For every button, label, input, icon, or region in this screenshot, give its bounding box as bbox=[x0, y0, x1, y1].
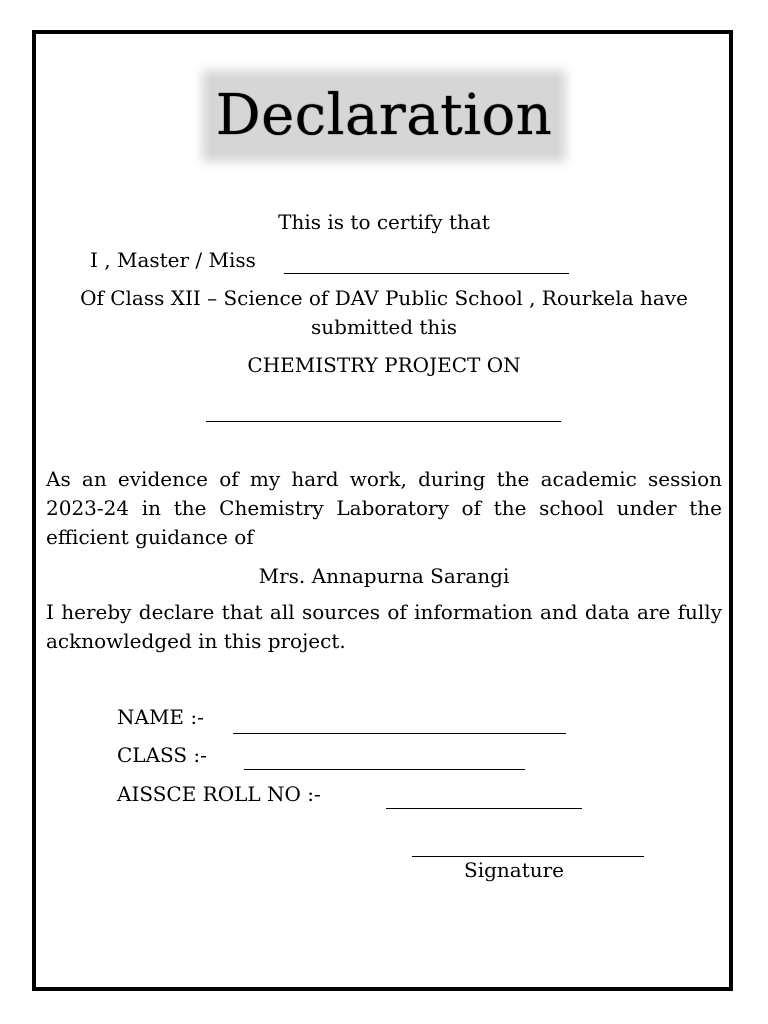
name-blank-line bbox=[233, 733, 566, 734]
declare-paragraph: I hereby declare that all sources of information and data are fully acknowledged in this project. bbox=[46, 600, 722, 653]
declaration-title-text: Declaration bbox=[210, 78, 559, 154]
evidence-paragraph: As an evidence of my hard work, during the academic session 2023-24 in the Chemistry Laboratory of the school under the efficient guidance of bbox=[46, 467, 722, 549]
class-school-line-2: submitted this bbox=[311, 315, 457, 339]
class-school-line-1: Of Class XII – Science of DAV Public School , Rourkela have bbox=[80, 286, 688, 310]
guide-name: Mrs. Annapurna Sarangi bbox=[258, 564, 510, 588]
declaration-title bbox=[0, 78, 768, 154]
project-heading: CHEMISTRY PROJECT ON bbox=[247, 353, 521, 377]
project-title-blank-line bbox=[206, 421, 561, 422]
student-name-prefix: I , Master / Miss bbox=[90, 248, 256, 272]
roll-number-label: AISSCE ROLL NO :- bbox=[117, 782, 321, 806]
student-name-blank-line bbox=[284, 273, 569, 274]
class-blank-line bbox=[244, 769, 525, 770]
name-label: NAME :- bbox=[117, 705, 204, 729]
class-label: CLASS :- bbox=[117, 743, 207, 767]
roll-number-blank-line bbox=[386, 808, 582, 809]
certify-line: This is to certify that bbox=[278, 210, 490, 234]
signature-label: Signature bbox=[464, 858, 565, 882]
